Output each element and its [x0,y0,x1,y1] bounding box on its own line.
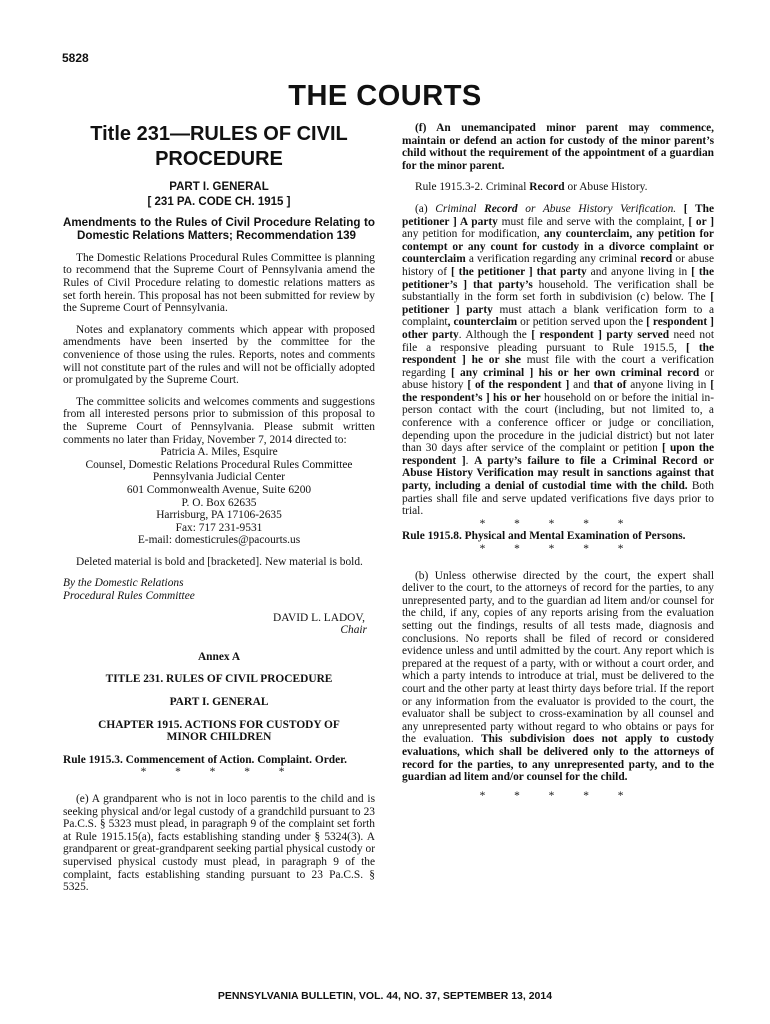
paragraph-f: (f) An unemancipated minor parent may commence, maintain or defend an action for custody of the minor parent’s child without the requirement of the appointment of a guardian for the minor parent. [402,122,714,172]
text-run: [ the respondent’s ] his or her [402,379,714,404]
text-run: [ or ] [688,215,714,228]
text-run: any petition for modification, [402,228,544,241]
text-run: or petition served upon the [517,316,647,329]
annex-heading: Annex A [197,650,241,663]
text-run: (a) [415,202,436,215]
omission-stars: * * * * * [140,766,298,779]
text-run: (b) Unless otherwise directed by the court, the expert shall deliver to the court, to the attorneys of record for the parties, to any unrepresented party, and to the guardian ad litem and/or counsel for the child, if any, copies of any reports arising from the evaluation setting out the findings, results of all tests made, diagnosis and conclusions. No reports shall be filed of record or considered evidence unless and until admitted by the court. Any report which is prepared at the request of a party, with or without a court order, and which a party intends to introduce at trial, must be delivered to the court and the other party at least thirty days before trial. If the report or any information from the evaluator is provided to the court, the evaluator shall be subject to cross-examination by all counsel and any unrepresented party without regard to who obtains or pays for the evaluation. [402,569,714,746]
address-line: Fax: 717 231-9531 [175,521,263,534]
text-run: [ the respondent ] he or she [402,341,715,367]
paragraph-b [402,570,714,784]
text-run: [ The petitioner ] A party [402,202,714,228]
text-run: [ the petitioner ] that party [450,265,587,278]
text-run: need not file a responsive pleading pursuant to Rule 1915.5, [402,328,714,354]
text-run: Record [484,202,518,215]
text-run: household. The verification shall be substantially in the form set forth in subdivision (c) below. The [402,278,714,304]
address-line: E-mail: domesticrules@pacourts.us [137,534,301,547]
paragraph-a [402,203,714,518]
omission-stars: * * * * * [479,517,637,530]
rule-heading: Rule 1915.3. Commencement of Action. Complaint. Order. [63,753,347,766]
text-run: must file with the court a verification regarding [402,354,714,379]
chapter-heading: CHAPTER 1915. ACTIONS FOR CUSTODY OF MINOR CHILDREN [98,718,340,744]
text-run: This subdivision does not apply to custody evaluations, which shall be delivered only to the attorneys of record for the parties, to any unrepresented party, and to the guardian ad litem and/or counsel for the child. [402,733,714,784]
signer-title: Chair [340,624,367,637]
title-heading: Title 231—RULES OF CIVIL PROCEDURE [90,123,348,170]
text-run: [ any criminal ] his or her own criminal record [450,366,700,379]
text-run: , counterclaim [447,316,518,329]
notes-paragraph: Notes and explanatory comments which appear with proposed amendments have been inserted by the committee for the convenience of those using the rules. Reports, notes and comments will not constitute part of the rules and will not be officially adopted or promulgated by the Supreme Court. [63,323,375,387]
by-line: Procedural Rules Committee [63,590,195,603]
text-run: [ petitioner ] party [402,291,714,316]
omission-stars: * * * * * [479,543,637,555]
rule-text: Rule 1915.3-2. Criminal [415,181,530,194]
part-heading: PART I. GENERAL [169,181,269,193]
page-number: 5828 [62,51,89,65]
address-line: Counsel, Domestic Relations Procedural Rules Committee [85,458,353,471]
text-run: or abuse history [402,366,715,392]
text-run: any counterclaim, any petition for contempt or any count for custody in a divorce complaint or counterclaim [402,228,714,266]
text-run: [ of the respondent ] [467,379,570,392]
rule-1915-8-heading: Rule 1915.8. Physical and Mental Examination of Persons. [402,530,686,543]
text-run: and [569,379,594,392]
address-line: P. O. Box 62635 [181,496,257,509]
text-run: Criminal [435,202,485,215]
text-run: must file and serve with the complaint, [497,215,689,228]
text-run: or Abuse History Verification. [517,202,677,215]
by-line: By the Domestic Relations [63,577,184,590]
text-run: a verification regarding any criminal [465,253,641,266]
rule-text: or Abuse History. [564,181,648,194]
right-column [402,122,714,802]
address-line: Pennsylvania Judicial Center [152,471,286,484]
text-run: or abuse history of [402,253,715,278]
section-title: THE COURTS [288,80,482,112]
text-run: [ the petitioner’s ] that party’s [402,265,715,291]
text-run: [ respondent ] party served [531,328,670,341]
text-run: that of [593,379,627,392]
paragraph-e: (e) A grandparent who is not in loco parentis to the child and is seeking physical and/or legal custody of a grandchild pursuant to 23 Pa.C.S. § 5323 must plead, in paragraph 9 of the complaint set forth at Rule 1915.15(a), facts establishing standing under § 5324(3). A grandparent or great-grandparent seeking partial physical custody or supervised physical custody must plead, in paragraph 9 of the complaint, facts establishing standing pursuant to 23 Pa.C.S. § 5325. [63,793,375,894]
address-line: 601 Commonwealth Avenue, Suite 6200 [126,483,312,496]
text-run: record [640,253,673,266]
address-line: Patricia A. Miles, Esquire [160,446,278,459]
text-run: A party’s failure to file a Criminal Record or Abuse History Verification may result in sanctions against that party, including a denial of custodial time with the child. [402,454,714,493]
text-run: . [465,454,475,467]
text-run: [ respondent ] other party [402,316,714,341]
text-run: must attach a blank verification form to a complaint [402,303,714,329]
text-run: . Although the [458,328,532,341]
code-heading: [ 231 PA. CODE CH. 1915 ] [147,196,291,208]
text-run: anyone living in [626,379,711,392]
text-run: and anyone living in [586,265,692,278]
address-block [63,446,375,547]
intro-paragraph: The Domestic Relations Procedural Rules Committee is planning to recommend that the Supreme Court of Pennsylvania amend the Rules of Civil Procedure relating to domestic relations matters as set forth herein. This proposal has not been submitted for review by the Supreme Court of Pennsylvania. [63,251,375,315]
rule-1915-3-2-heading [402,181,714,194]
address-line: Harrisburg, PA 17106-2635 [156,509,282,522]
left-column [63,122,375,894]
page-footer: PENNSYLVANIA BULLETIN, VOL. 44, NO. 37, SEPTEMBER 13, 2014 [217,990,553,1002]
amendment-heading: Amendments to the Rules of Civil Procedure Relating to Domestic Relations Matters; Recommendation 139 [63,216,375,243]
text-run: Both parties shall file and serve updated verifications five days prior to trial. [402,480,714,518]
comments-paragraph: The committee solicits and welcomes comments and suggestions from all interested persons prior to submission of this proposal to the Supreme Court of Pennsylvania. Please submit written comments no later than Friday, November 7, 2014 directed to: [63,395,375,446]
annex-part: PART I. GENERAL [169,696,269,709]
deleted-material-note: Deleted material is bold and [bracketed]. New material is bold. [76,555,363,568]
annex-title: TITLE 231. RULES OF CIVIL PROCEDURE [105,673,333,686]
signer-name: DAVID L. LADOV, [273,611,365,624]
rule-text-bold: Record [529,181,565,194]
text-run: [ upon the respondent ] [402,442,715,467]
text-run: household on or before the initial in-person contact with the court (including, but not limited to, a conference with a conference officer or judge or conciliation, depending upon the procedure in the judicial district) but not later than 30 days after service of the complaint or petition [402,391,714,455]
omission-stars: * * * * * [479,789,637,802]
